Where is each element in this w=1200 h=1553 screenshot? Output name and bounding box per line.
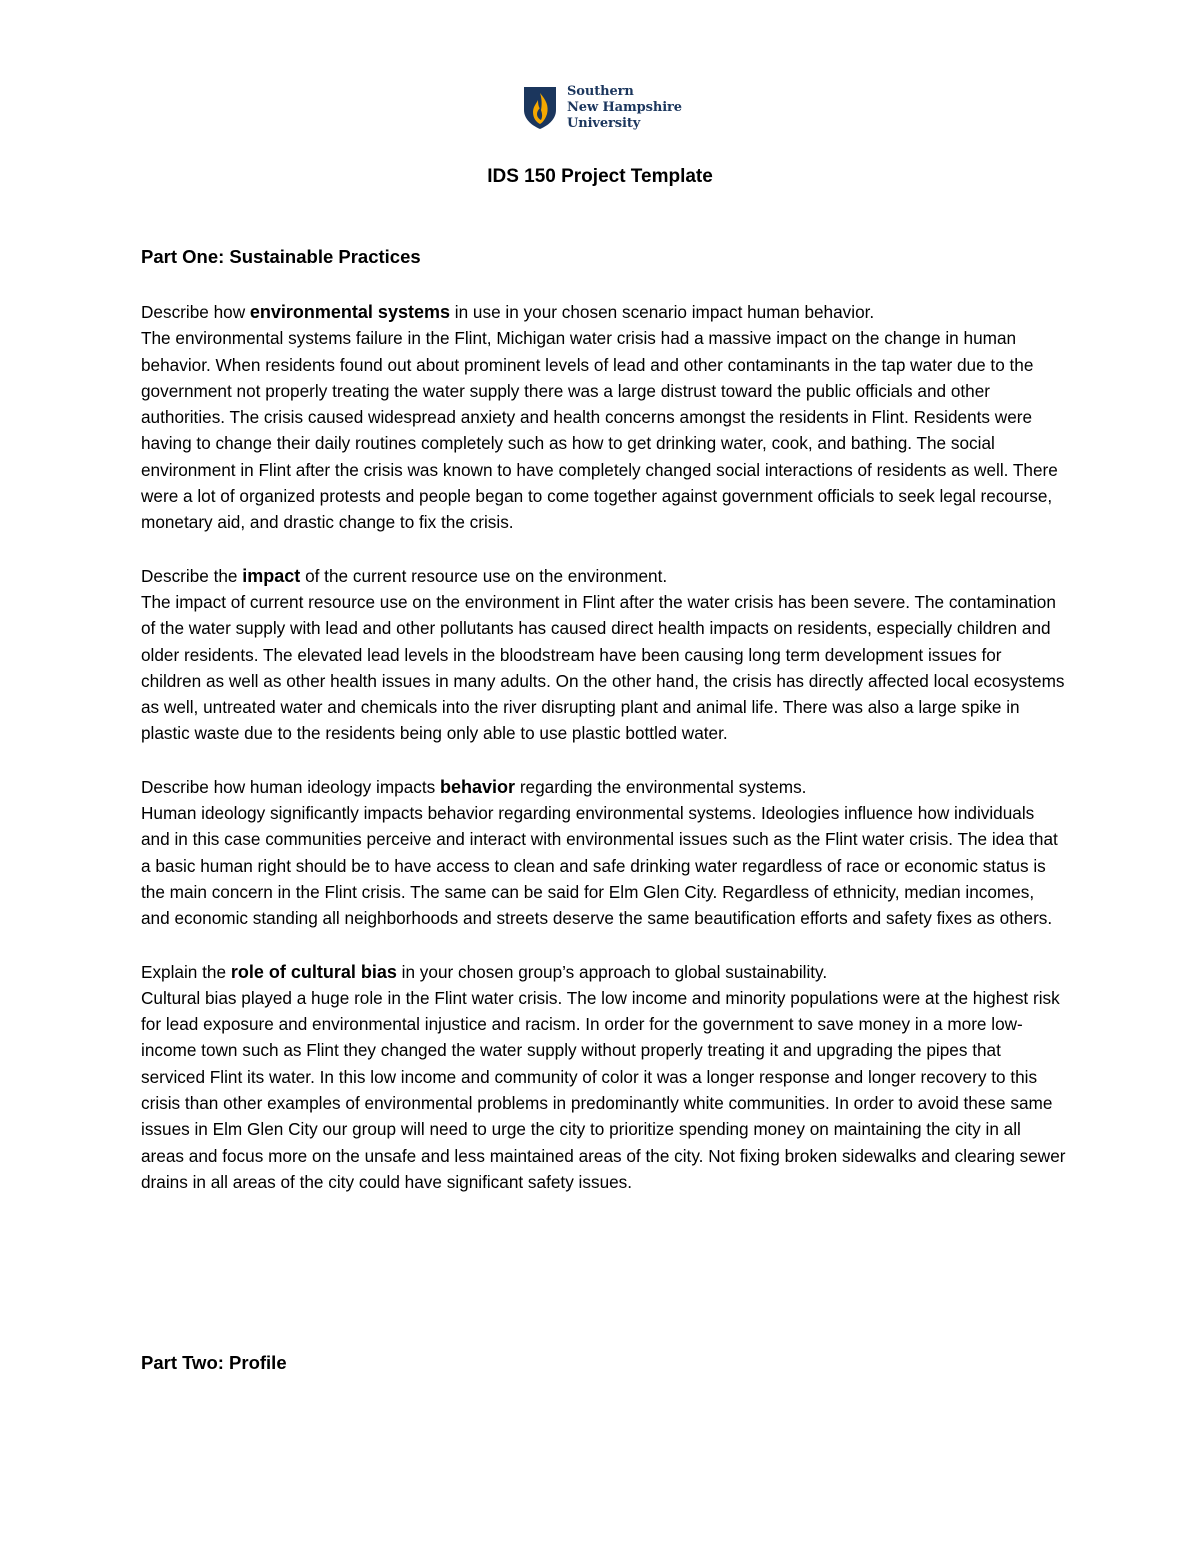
section-prompt: Describe the impact of the current resource use on the environment.: [141, 565, 668, 586]
section-answer: Cultural bias played a huge role in the Flint water crisis. The low income and minority populations were at the highest risk for lead exposure and environmental injustice and racism. In order for the government to save money in a more low-income town such as Flint they changed the water supply without properly treating it and upgrading the pipes that serviced Flint its water. In this low income and community of color it was a longer response and longer recovery to this crisis than other examples of environmental problems in predominantly white communities. In order to avoid these same issues in Elm Glen City our group will need to urge the city to prioritize spending money on maintaining the city in all areas and focus more on the unsafe and less maintained areas of the city. Not fixing broken sidewalks and clearing sewer drains in all areas of the city could have significant safety issues.: [141, 987, 1066, 1192]
section-prompt: Describe how human ideology impacts behavior regarding the environmental systems.: [141, 776, 807, 797]
section-answer: Human ideology significantly impacts behavior regarding environmental systems. Ideologies influence how individuals and in this case communities perceive and interact with environmental issues such as the Flint water crisis. The idea that a basic human right should be to have access to clean and safe drinking water regardless of race or economic status is the main concern in the Flint crisis. The same can be said for Elm Glen City. Regardless of ethnicity, median incomes, and economic standing all neighborhoods and streets deserve the same beautification efforts and safety fixes as others.: [141, 803, 1058, 929]
section-environmental-systems: [141, 299, 1066, 536]
section-prompt: Explain the role of cultural bias in your chosen group’s approach to global sustainability.: [141, 961, 828, 982]
logo-line-2: New Hampshire: [567, 100, 682, 115]
section-cultural-bias: [141, 959, 1066, 1196]
part-two-heading: Part Two: Profile: [141, 1352, 287, 1373]
prompt-keyword: behavior: [440, 776, 516, 797]
section-answer: The impact of current resource use on the environment in Flint after the water crisis has been severe. The contamination of the water supply with lead and other pollutants has caused direct health impacts on residents, especially children and older residents. The elevated lead levels in the bloodstream have been causing long term development issues for children as well as other health issues in many adults. On the other hand, the crisis has directly affected local ecosystems as well, untreated water and chemicals into the river disrupting plant and animal life. There was also a large spike in plastic waste due to the residents being only able to use plastic bottled water.: [141, 591, 1065, 744]
prompt-keyword: role of cultural bias: [230, 961, 397, 982]
logo-line-1: Southern: [567, 84, 634, 99]
document-body: [141, 244, 1066, 1195]
section-behavior: [141, 774, 1066, 932]
document-title: IDS 150 Project Template: [487, 166, 713, 187]
snhu-shield-flame-icon: [523, 86, 557, 130]
logo-wordmark: [567, 84, 682, 132]
prompt-keyword: environmental systems: [249, 302, 450, 322]
section-answer: The environmental systems failure in the Flint, Michigan water crisis had a massive impact on the change in human behavior. When residents found out about prominent levels of lead and other contaminants in the tap water due to the government not properly treating the water supply there was a large distrust toward the public officials and other authorities. The crisis caused widespread anxiety and health concerns amongst the residents in Flint. Residents were having to change their daily routines completely such as how to get drinking water, cook, and bathing. The social environment in Flint after the crisis was known to have completely changed social interactions of residents as well. There were a lot of organized protests and people began to come together against government officials to seek legal recourse, monetary aid, and drastic change to fix the crisis.: [141, 328, 1058, 533]
logo-line-3: University: [567, 116, 641, 131]
part-one-heading: Part One: Sustainable Practices: [141, 246, 421, 267]
section-prompt: Describe how environmental systems in use in your chosen scenario impact human behavior.: [141, 302, 875, 322]
prompt-keyword: impact: [242, 565, 301, 586]
university-logo: [523, 84, 682, 132]
section-impact: [141, 563, 1066, 747]
